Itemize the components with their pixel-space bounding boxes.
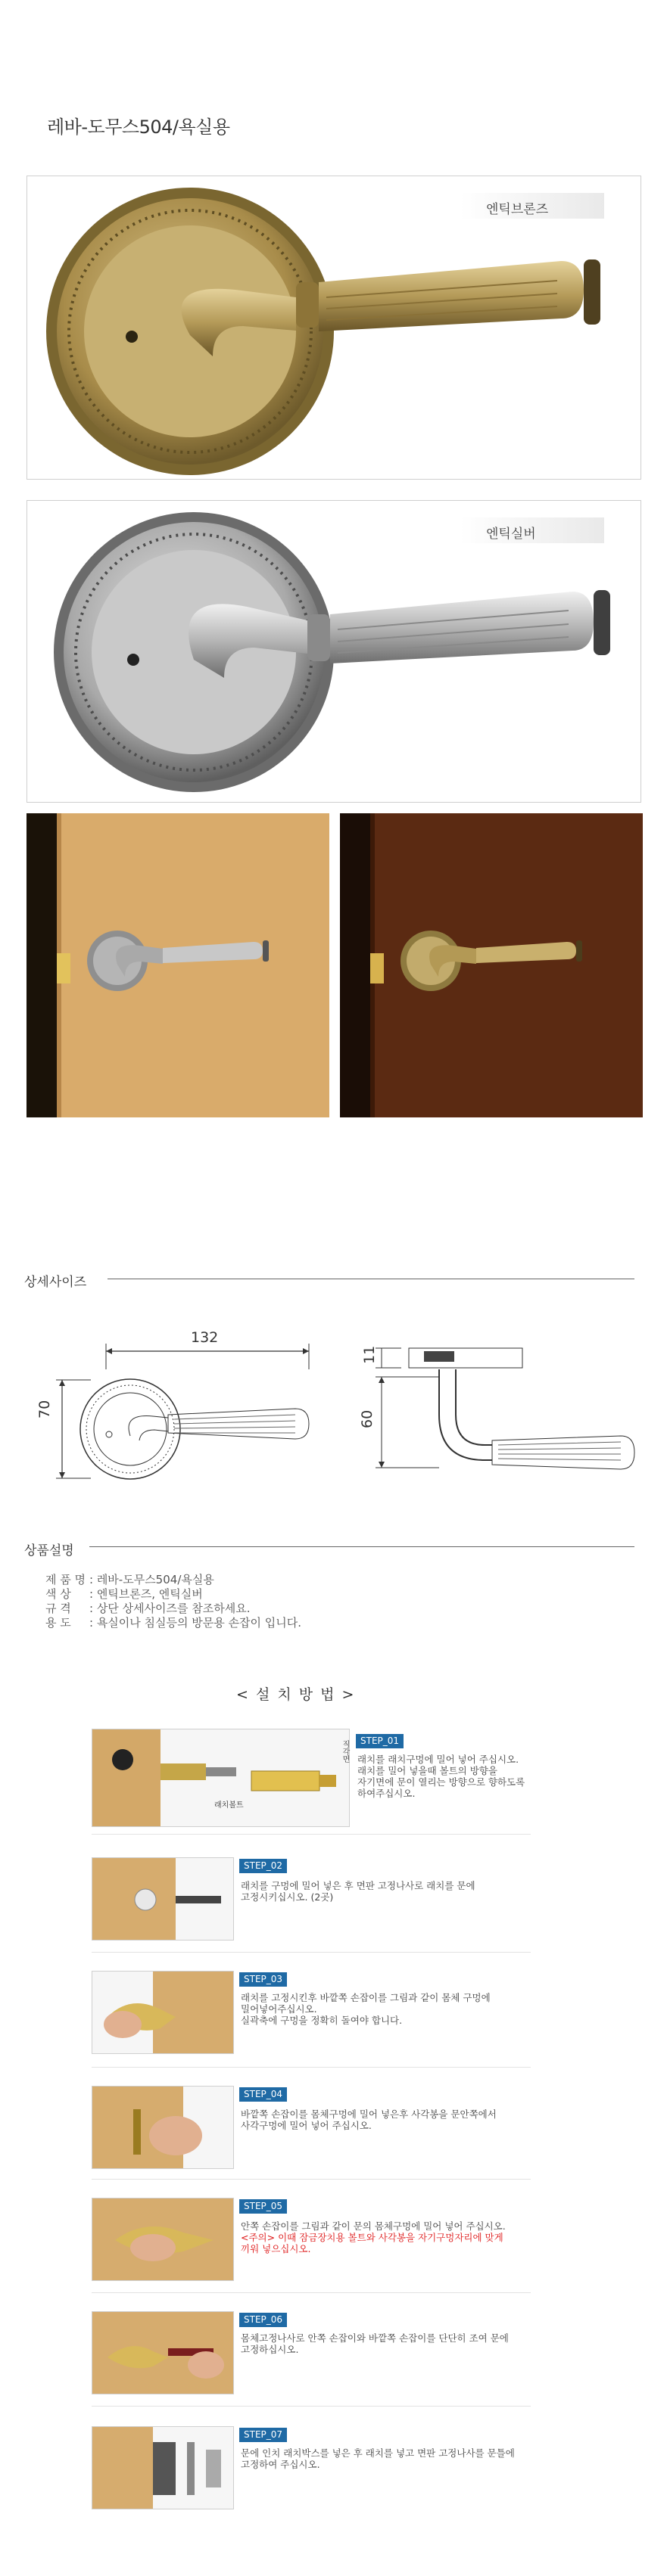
step-01-image — [92, 1729, 350, 1827]
step-divider — [92, 2179, 531, 2180]
step-07-text: 문에 인치 래치박스를 넣은 후 래치를 넣고 면판 고정나사를 문틀에 고정하여 주십시오. — [241, 2447, 515, 2470]
step-05-warning: <주의> 이때 잠금장치용 볼트와 사각봉을 자기구멍자리에 맞게 끼워 넣으십시오. — [241, 2232, 503, 2254]
step-07-tag: STEP_07 — [239, 2428, 287, 2442]
step-divider — [92, 1952, 531, 1953]
step-04-image — [92, 2086, 234, 2169]
spec-row-color: 색 상 : 엔틱브론즈, 엔틱실버 — [45, 1587, 203, 1601]
step-divider — [92, 2292, 531, 2293]
step-06-text: 몸체고정나사로 안쪽 손잡이와 바깥쪽 손잡이를 단단히 조여 문에 고정하십시오. — [241, 2332, 509, 2355]
step-06-tag: STEP_06 — [239, 2313, 287, 2327]
step-02-tag: STEP_02 — [239, 1859, 287, 1873]
product-info-heading: 상품설명 — [24, 1543, 74, 1558]
step-divider — [92, 2406, 531, 2407]
step-01-tag: STEP_01 — [356, 1734, 404, 1748]
front-view-drawing — [45, 1339, 318, 1490]
detail-size-heading: 상세사이즈 — [24, 1275, 87, 1290]
step-01-text: 래치를 래치구멍에 밀어 넣어 주십시오. 래치를 밀어 넣을때 볼트의 방향을 자기면에 문이 열리는 방향으로 향하도록 하여주십시오. — [357, 1754, 525, 1799]
step-04-text: 바깥쪽 손잡이를 몸체구멍에 밀어 넣은후 사각봉을 문안쪽에서 사각구멍에 밀어 넣어 주십시오. — [241, 2108, 497, 2131]
callout-latch-bolt: 래치볼트 — [214, 1801, 244, 1810]
dimension-side-top-label: 11 — [361, 1345, 378, 1364]
step-03-image — [92, 1971, 234, 2054]
step-05-tag: STEP_05 — [239, 2199, 287, 2214]
step-05-text: 안쪽 손잡이를 그림과 같이 문의 몸체구멍에 밀어 넣어 주십시오. — [241, 2220, 506, 2232]
step-05-image — [92, 2198, 234, 2281]
color-label-bronze: 엔틱브론즈 — [460, 193, 604, 219]
dimension-side-height-label: 60 — [359, 1409, 376, 1428]
product-card-silver — [26, 500, 641, 803]
spec-row-size: 규 격 : 상단 상세사이즈를 참조하세요. — [45, 1602, 251, 1615]
spec-row-usage: 용 도 : 욕실이나 침실등의 방문용 손잡이 입니다. — [45, 1616, 301, 1630]
lever-handle-bronze-image — [27, 176, 641, 480]
product-info-divider — [89, 1546, 634, 1547]
side-view-drawing — [371, 1339, 644, 1490]
dimension-width-label: 132 — [191, 1329, 219, 1346]
door-photo-silver — [26, 813, 329, 1117]
step-06-image — [92, 2311, 234, 2394]
step-04-tag: STEP_04 — [239, 2087, 287, 2102]
step-03-text: 래치를 고정시킨후 바깥쪽 손잡이를 그림과 같이 몸체 구멍에 밀어넣어주십시오. 실곽축에 구멍을 정확히 돌여야 합니다. — [241, 1992, 491, 2026]
product-card-bronze — [26, 176, 641, 480]
color-label-silver: 엔틱실버 — [460, 517, 604, 543]
step-divider — [92, 1834, 531, 1835]
spec-row-name: 제 품 명 : 레바-도무스504/욕실용 — [45, 1573, 214, 1586]
door-photo-bronze — [340, 813, 643, 1117]
callout-angle-note: 직각면 — [341, 1740, 349, 1763]
step-02-text: 래치를 구멍에 밀어 넣은 후 면판 고정나사로 래치를 문에 고정시키십시오. (2곳) — [241, 1880, 475, 1903]
step-02-image — [92, 1857, 234, 1941]
install-heading: < 설 치 방 법 > — [236, 1686, 356, 1703]
product-info-list — [45, 1573, 621, 1630]
step-03-tag: STEP_03 — [239, 1972, 287, 1987]
step-divider — [92, 2067, 531, 2068]
page-title: 레바-도무스504/욕실용 — [47, 117, 230, 138]
step-07-image — [92, 2426, 234, 2509]
lever-handle-silver-image — [27, 501, 641, 803]
dimension-height-label: 70 — [36, 1400, 53, 1419]
